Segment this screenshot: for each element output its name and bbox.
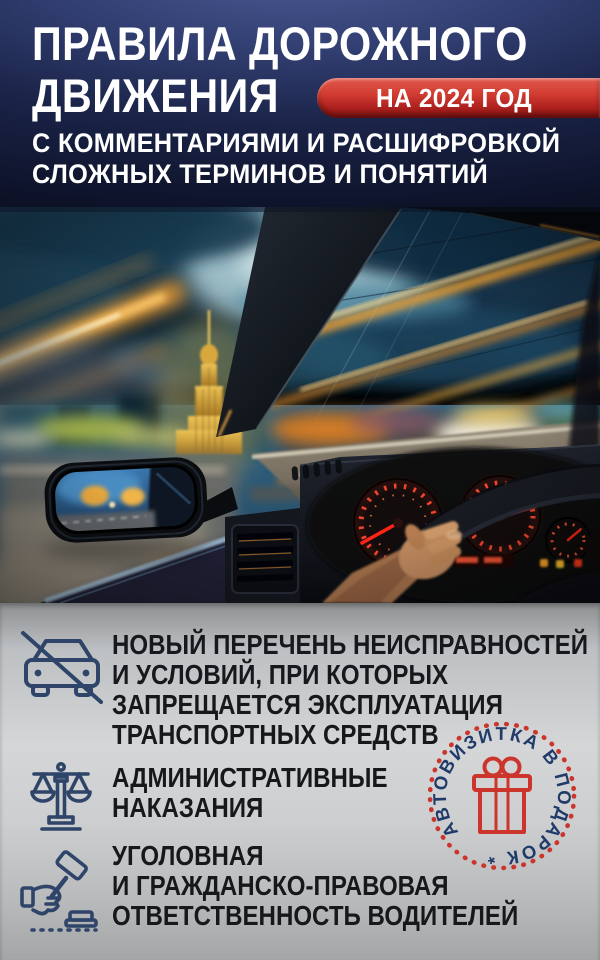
- feature-3-line-3: ОТВЕТСТВЕННОСТЬ ВОДИТЕЛЕЙ: [112, 900, 519, 931]
- subtitle-line-1: С КОММЕНТАРИЯМИ И РАСШИФРОВКОЙ: [32, 128, 561, 158]
- title-line-1: ПРАВИЛА ДОРОЖНОГО: [32, 17, 528, 70]
- feature-1-line-2: И УСЛОВИЙ, ПРИ КОТОРЫХ: [112, 659, 449, 690]
- cover-photo-illustration: [0, 207, 600, 603]
- feature-3-line-2: И ГРАЖДАНСКО-ПРАВОВАЯ: [112, 870, 449, 901]
- no-car-icon: [18, 628, 106, 708]
- year-badge-label: НА 2024 ГОД: [375, 82, 532, 113]
- feature-3-line-1: УГОЛОВНАЯ: [112, 840, 264, 871]
- feature-1-line-3: ЗАПРЕЩАЕТСЯ ЭКСПЛУАТАЦИЯ: [112, 689, 503, 720]
- feature-2-text: [112, 763, 432, 823]
- scales-icon: [28, 761, 94, 833]
- vignette: [0, 207, 600, 603]
- year-badge: [317, 78, 600, 118]
- title-line-2: ДВИЖЕНИЯ: [32, 69, 279, 122]
- subtitle-line-2: СЛОЖНЫХ ТЕРМИНОВ И ПОНЯТИЙ: [32, 159, 489, 189]
- gift-stamp: [412, 706, 592, 886]
- feature-2-line-2: НАКАЗАНИЯ: [112, 792, 264, 823]
- stamp-circular-text: АВТОВИЗИТКА В ПОДАРОК *: [428, 722, 576, 870]
- feature-1-line-4: ТРАНСПОРТНЫХ СРЕДСТВ: [112, 719, 439, 750]
- feature-2-line-1: АДМИНИСТРАТИВНЫЕ: [112, 762, 388, 793]
- feature-1-line-1: НОВЫЙ ПЕРЕЧЕНЬ НЕИСПРАВНОСТЕЙ: [112, 629, 589, 660]
- footer-panel: [0, 603, 600, 960]
- subtitle: [32, 128, 594, 190]
- gift-icon: [474, 759, 530, 833]
- gavel-icon: [20, 850, 102, 938]
- header-panel: [0, 0, 600, 207]
